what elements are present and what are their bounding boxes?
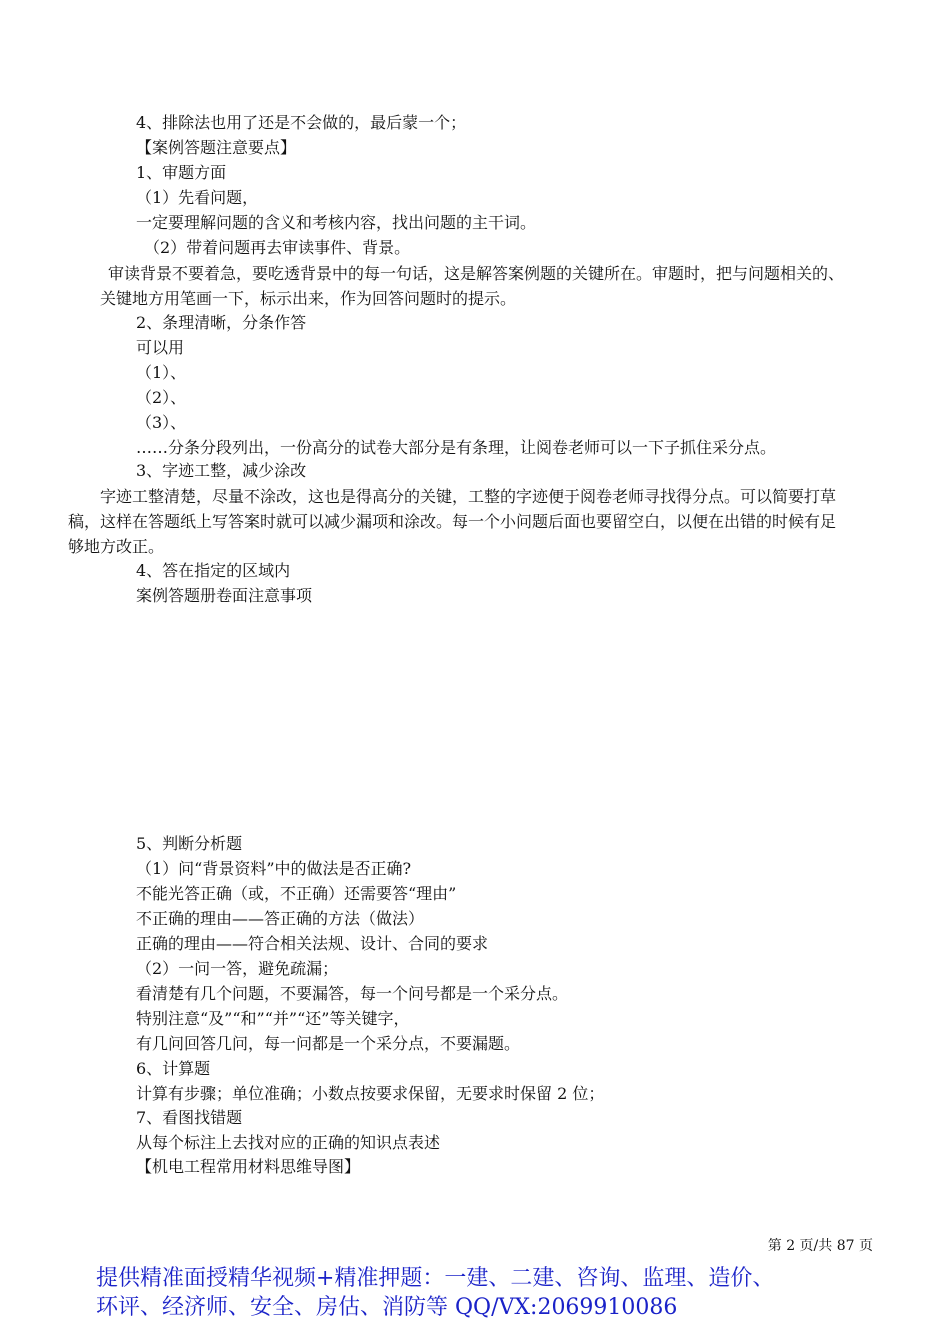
text-line: 一定要理解问题的含义和考核内容，找出问题的主干词。 [136, 213, 537, 232]
section-heading: 7、看图找错题 [136, 1108, 243, 1127]
section-title: 【案例答题注意要点】 [136, 138, 297, 157]
text-paragraph: 字迹工整清楚，尽量不涂改，这也是得高分的关键，工整的字迹便于阅卷老师寻找得分点。可以简要打草稿，这样在答题纸上写答案时就可以减少漏项和涂改。每一个小问题后面也要留空白，以便在出错的时候有足够地方改正。 [68, 487, 837, 556]
text-line: 不能光答正确（或，不正确）还需要答“理由” [136, 884, 457, 903]
text-line: 可以用 [136, 338, 185, 357]
text-line: 计算有步骤；单位准确；小数点按要求保留，无要求时保留 2 位； [136, 1084, 605, 1103]
text-line: 正确的理由——符合相关法规、设计、合同的要求 [136, 934, 489, 953]
section-heading: 5、判断分析题 [136, 834, 243, 853]
text-line: 案例答题册卷面注意事项 [136, 586, 313, 605]
promo-footer [96, 1264, 896, 1322]
section-heading: 2、条理清晰，分条作答 [136, 313, 307, 332]
section-title: 【机电工程常用材料思维导图】 [136, 1157, 361, 1176]
text-line: 4、排除法也用了还是不会做的，最后蒙一个； [136, 113, 467, 132]
promo-footer-line: 环评、经济师、安全、房估、消防等 QQ/VX:2069910086 [96, 1295, 678, 1320]
text-line: （1）、 [136, 363, 187, 382]
text-line: （2）、 [136, 388, 187, 407]
text-line: （1）先看问题， [136, 188, 259, 207]
text-line: 不正确的理由——答正确的方法（做法） [136, 909, 425, 928]
promo-footer-line: 提供精准面授精华视频+精准押题：一建、二建、咨询、监理、造价、 [96, 1266, 775, 1291]
text-line: （2）一问一答，避免疏漏； [136, 959, 339, 978]
text-line: （3）、 [136, 413, 187, 432]
text-line: 有几问回答几问，每一问都是一个采分点，不要漏题。 [136, 1034, 521, 1053]
section-heading: 3、字迹工整，减少涂改 [136, 461, 307, 480]
text-line: 看清楚有几个问题，不要漏答，每一个问号都是一个采分点。 [136, 984, 569, 1003]
text-line: ……分条分段列出，一份高分的试卷大部分是有条理，让阅卷老师可以一下子抓住采分点。 [136, 438, 777, 457]
text-line: （2）带着问题再去审读事件、背景。 [144, 238, 411, 257]
text-line: 特别注意“及”“和”“并”“还”等关键字， [136, 1009, 410, 1028]
section-heading: 4、答在指定的区域内 [136, 561, 291, 580]
text-line: （1）问“背景资料”中的做法是否正确? [136, 859, 412, 878]
text-paragraph: 审读背景不要着急，要吃透背景中的每一句话，这是解答案例题的关键所在。审题时，把与问题相关的、关键地方用笔画一下，标示出来，作为回答问题时的提示。 [100, 264, 845, 308]
text-line: 从每个标注上去找对应的正确的知识点表述 [136, 1133, 441, 1152]
section-heading: 1、审题方面 [136, 163, 227, 182]
section-heading: 6、计算题 [136, 1059, 211, 1078]
page-number: 第 2 页/共 87 页 [767, 1238, 873, 1254]
